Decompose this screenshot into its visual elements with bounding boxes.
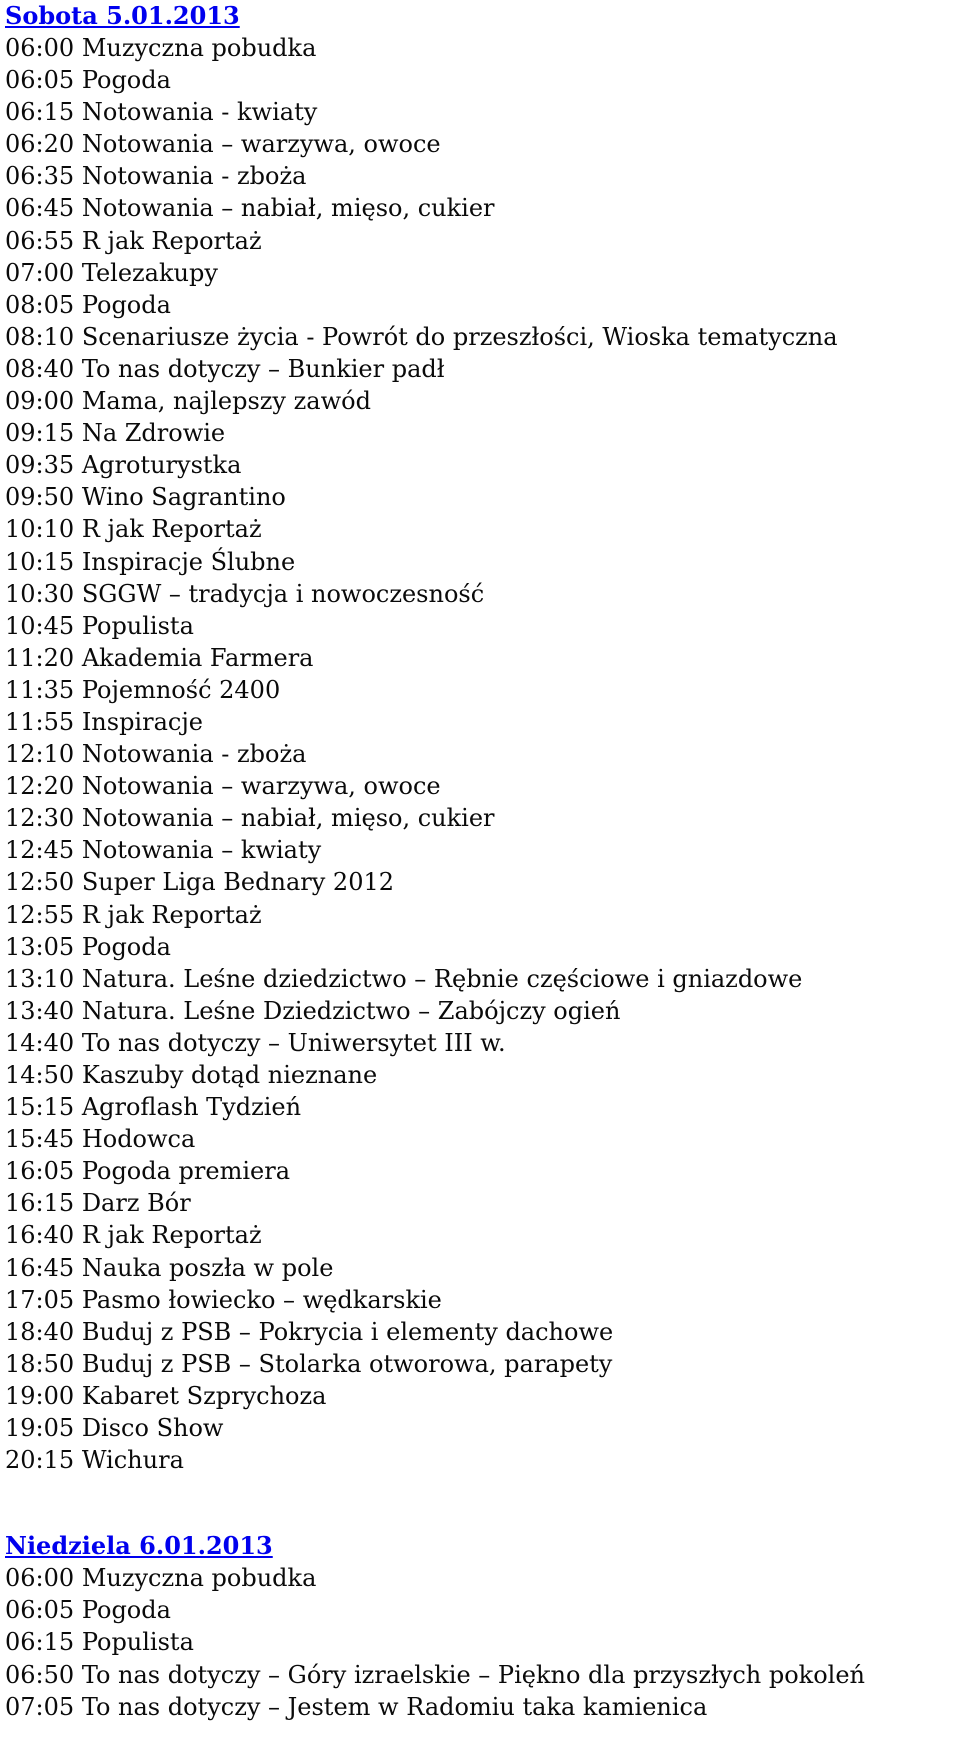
schedule-entry <box>5 289 960 321</box>
entry-time: 16:40 <box>5 1221 75 1250</box>
schedule-entry <box>5 578 960 610</box>
entry-time: 07:00 <box>5 258 75 287</box>
entry-time: 16:15 <box>5 1189 75 1218</box>
schedule-entry <box>5 738 960 770</box>
schedule-entry <box>5 321 960 353</box>
entry-title: To nas dotyczy – Bunkier padł <box>81 354 445 383</box>
entry-title: Notowania – kwiaty <box>81 836 322 865</box>
entry-time: 18:50 <box>5 1349 75 1378</box>
schedule-entry <box>5 1562 960 1594</box>
entry-time: 06:20 <box>5 130 75 159</box>
entry-time: 12:50 <box>5 868 75 897</box>
entry-title: Inspiracje Ślubne <box>81 547 296 576</box>
entry-title: To nas dotyczy – Uniwersytet III w. <box>81 1028 506 1057</box>
schedule-entry <box>5 1284 960 1316</box>
schedule-entry <box>5 1691 960 1723</box>
schedule-entry <box>5 1027 960 1059</box>
entry-time: 09:50 <box>5 483 75 512</box>
section-spacer <box>5 1476 960 1530</box>
entry-title: Natura. Leśne Dziedzictwo – Zabójczy ogień <box>81 996 621 1025</box>
schedule-entry <box>5 1380 960 1412</box>
entry-time: 18:40 <box>5 1317 75 1346</box>
entry-time: 06:15 <box>5 1628 75 1657</box>
entry-title: Notowania - kwiaty <box>81 98 318 127</box>
schedule-entry <box>5 899 960 931</box>
schedule-entry <box>5 802 960 834</box>
entry-title: Notowania - zboża <box>81 162 307 191</box>
entry-time: 06:15 <box>5 98 75 127</box>
entry-time: 10:10 <box>5 515 75 544</box>
schedule-entry <box>5 513 960 545</box>
schedule-entry <box>5 610 960 642</box>
entry-time: 12:45 <box>5 836 75 865</box>
entry-title: SGGW – tradycja i nowoczesność <box>81 579 485 608</box>
entry-time: 13:40 <box>5 996 75 1025</box>
entry-time: 06:05 <box>5 1596 75 1625</box>
entry-title: Disco Show <box>81 1414 224 1443</box>
schedule-entry <box>5 1155 960 1187</box>
entry-title: Populista <box>81 1628 194 1657</box>
schedule-entry <box>5 32 960 64</box>
entry-title: Agroturystka <box>81 451 242 480</box>
entry-title: Natura. Leśne dziedzictwo – Rębnie częściowe i gniazdowe <box>81 964 803 993</box>
entry-title: Notowania – warzywa, owoce <box>81 772 441 801</box>
entry-time: 07:05 <box>5 1692 75 1721</box>
schedule-entry <box>5 1626 960 1658</box>
entry-title: Pogoda <box>81 290 171 319</box>
entry-title: Wichura <box>81 1446 184 1475</box>
entry-time: 06:00 <box>5 34 75 62</box>
entry-time: 06:05 <box>5 66 75 95</box>
entry-time: 06:55 <box>5 226 75 255</box>
entry-time: 12:20 <box>5 772 75 801</box>
schedule-entry <box>5 481 960 513</box>
entry-title: Na Zdrowie <box>81 419 226 448</box>
entry-title: To nas dotyczy – Góry izraelskie – Piękno dla przyszłych pokoleń <box>81 1660 866 1689</box>
schedule-entry <box>5 1444 960 1476</box>
entry-title: Wino Sagrantino <box>81 483 286 512</box>
entry-title: Buduj z PSB – Pokrycia i elementy dachowe <box>81 1317 614 1346</box>
schedule-entry <box>5 1252 960 1284</box>
entry-title: Mama, najlepszy zawód <box>81 387 371 416</box>
entry-title: Pojemność 2400 <box>81 675 281 704</box>
entry-title: Hodowca <box>81 1125 196 1154</box>
entry-title: Notowania - zboża <box>81 740 307 769</box>
entry-time: 09:35 <box>5 451 75 480</box>
entry-time: 17:05 <box>5 1285 75 1314</box>
schedule-entry <box>5 160 960 192</box>
schedule-entry <box>5 995 960 1027</box>
entry-time: 09:15 <box>5 419 75 448</box>
schedule-entry <box>5 674 960 706</box>
entry-title: Pogoda <box>81 66 171 95</box>
schedule-entry <box>5 1348 960 1380</box>
entry-title: R jak Reportaż <box>81 1221 262 1250</box>
entry-title: Pogoda premiera <box>81 1157 291 1186</box>
entry-title: Notowania – warzywa, owoce <box>81 130 441 159</box>
entry-time: 16:45 <box>5 1253 75 1282</box>
entry-time: 16:05 <box>5 1157 75 1186</box>
entry-time: 12:55 <box>5 900 75 929</box>
entry-title: R jak Reportaż <box>81 515 262 544</box>
schedule-entry <box>5 257 960 289</box>
entry-title: Telezakupy <box>81 258 218 287</box>
day-header-link[interactable]: Sobota 5.01.2013 <box>5 1 240 30</box>
entry-time: 13:10 <box>5 964 75 993</box>
entry-time: 10:30 <box>5 579 75 608</box>
entry-title: Kaszuby dotąd nieznane <box>81 1061 378 1089</box>
schedule-entry <box>5 642 960 674</box>
schedule-entry <box>5 1659 960 1691</box>
schedule-entry <box>5 546 960 578</box>
entry-time: 06:00 <box>5 1564 75 1593</box>
schedule-entry <box>5 1091 960 1123</box>
entry-title: R jak Reportaż <box>81 900 262 929</box>
entry-title: Scenariusze życia - Powrót do przeszłości, Wioska tematyczna <box>81 322 838 351</box>
schedule-entry <box>5 1187 960 1219</box>
entry-title: Pogoda <box>81 1596 171 1625</box>
entry-title: Buduj z PSB – Stolarka otworowa, parapety <box>81 1349 613 1378</box>
day-header-link[interactable]: Niedziela 6.01.2013 <box>5 1531 273 1561</box>
entry-title: Agroflash Tydzień <box>81 1093 302 1122</box>
entry-title: Populista <box>81 611 194 640</box>
entry-title: Inspiracje <box>81 707 203 736</box>
schedule-entry <box>5 353 960 385</box>
day-section <box>5 0 960 1476</box>
entry-title: Pasmo łowiecko – wędkarskie <box>81 1285 442 1314</box>
entry-title: Muzyczna pobudka <box>81 34 317 62</box>
schedule-entry <box>5 1219 960 1251</box>
schedule-entry <box>5 1123 960 1155</box>
entry-title: Super Liga Bednary 2012 <box>81 868 394 897</box>
entry-time: 06:35 <box>5 162 75 191</box>
schedule-entry <box>5 1412 960 1444</box>
entry-title: Akademia Farmera <box>81 643 314 672</box>
schedule-entry <box>5 706 960 738</box>
entry-title: To nas dotyczy – Jestem w Radomiu taka kamienica <box>81 1692 708 1721</box>
entry-time: 10:15 <box>5 547 75 576</box>
schedule-entry <box>5 1316 960 1348</box>
entry-time: 20:15 <box>5 1446 75 1475</box>
entry-time: 06:45 <box>5 194 75 223</box>
entry-title: Pogoda <box>81 932 171 961</box>
entry-time: 12:10 <box>5 740 75 769</box>
entry-time: 11:35 <box>5 675 75 704</box>
entry-title: Darz Bór <box>81 1189 191 1218</box>
entry-time: 14:40 <box>5 1028 75 1057</box>
schedule-entry <box>5 931 960 963</box>
entry-time: 12:30 <box>5 804 75 833</box>
day-section <box>5 1530 960 1722</box>
entry-title: R jak Reportaż <box>81 226 262 255</box>
schedule-entry <box>5 834 960 866</box>
schedule-entry <box>5 1059 960 1091</box>
entry-time: 08:40 <box>5 354 75 383</box>
schedule-entry <box>5 64 960 96</box>
entry-time: 19:05 <box>5 1414 75 1443</box>
entry-time: 08:05 <box>5 290 75 319</box>
entry-time: 10:45 <box>5 611 75 640</box>
entry-title: Kabaret Szprychoza <box>81 1381 327 1410</box>
entry-title: Notowania – nabiał, mięso, cukier <box>81 804 495 833</box>
schedule-document <box>5 0 960 1723</box>
schedule-entry <box>5 225 960 257</box>
schedule-entry <box>5 417 960 449</box>
schedule-entry <box>5 128 960 160</box>
schedule-entry <box>5 96 960 128</box>
entry-time: 09:00 <box>5 387 75 416</box>
entry-time: 11:20 <box>5 643 75 672</box>
entry-time: 13:05 <box>5 932 75 961</box>
entry-time: 11:55 <box>5 707 75 736</box>
schedule-entry <box>5 385 960 417</box>
entry-time: 14:50 <box>5 1061 75 1089</box>
schedule-entry <box>5 963 960 995</box>
schedule-entry <box>5 770 960 802</box>
entry-time: 08:10 <box>5 322 75 351</box>
entry-title: Notowania – nabiał, mięso, cukier <box>81 194 495 223</box>
entry-time: 15:45 <box>5 1125 75 1154</box>
entry-time: 06:50 <box>5 1660 75 1689</box>
entry-title: Muzyczna pobudka <box>81 1564 317 1593</box>
entry-time: 15:15 <box>5 1093 75 1122</box>
schedule-entry <box>5 866 960 898</box>
schedule-entry <box>5 449 960 481</box>
schedule-entry <box>5 1594 960 1626</box>
entry-title: Nauka poszła w pole <box>81 1253 334 1282</box>
entry-time: 19:00 <box>5 1381 75 1410</box>
schedule-entry <box>5 192 960 224</box>
